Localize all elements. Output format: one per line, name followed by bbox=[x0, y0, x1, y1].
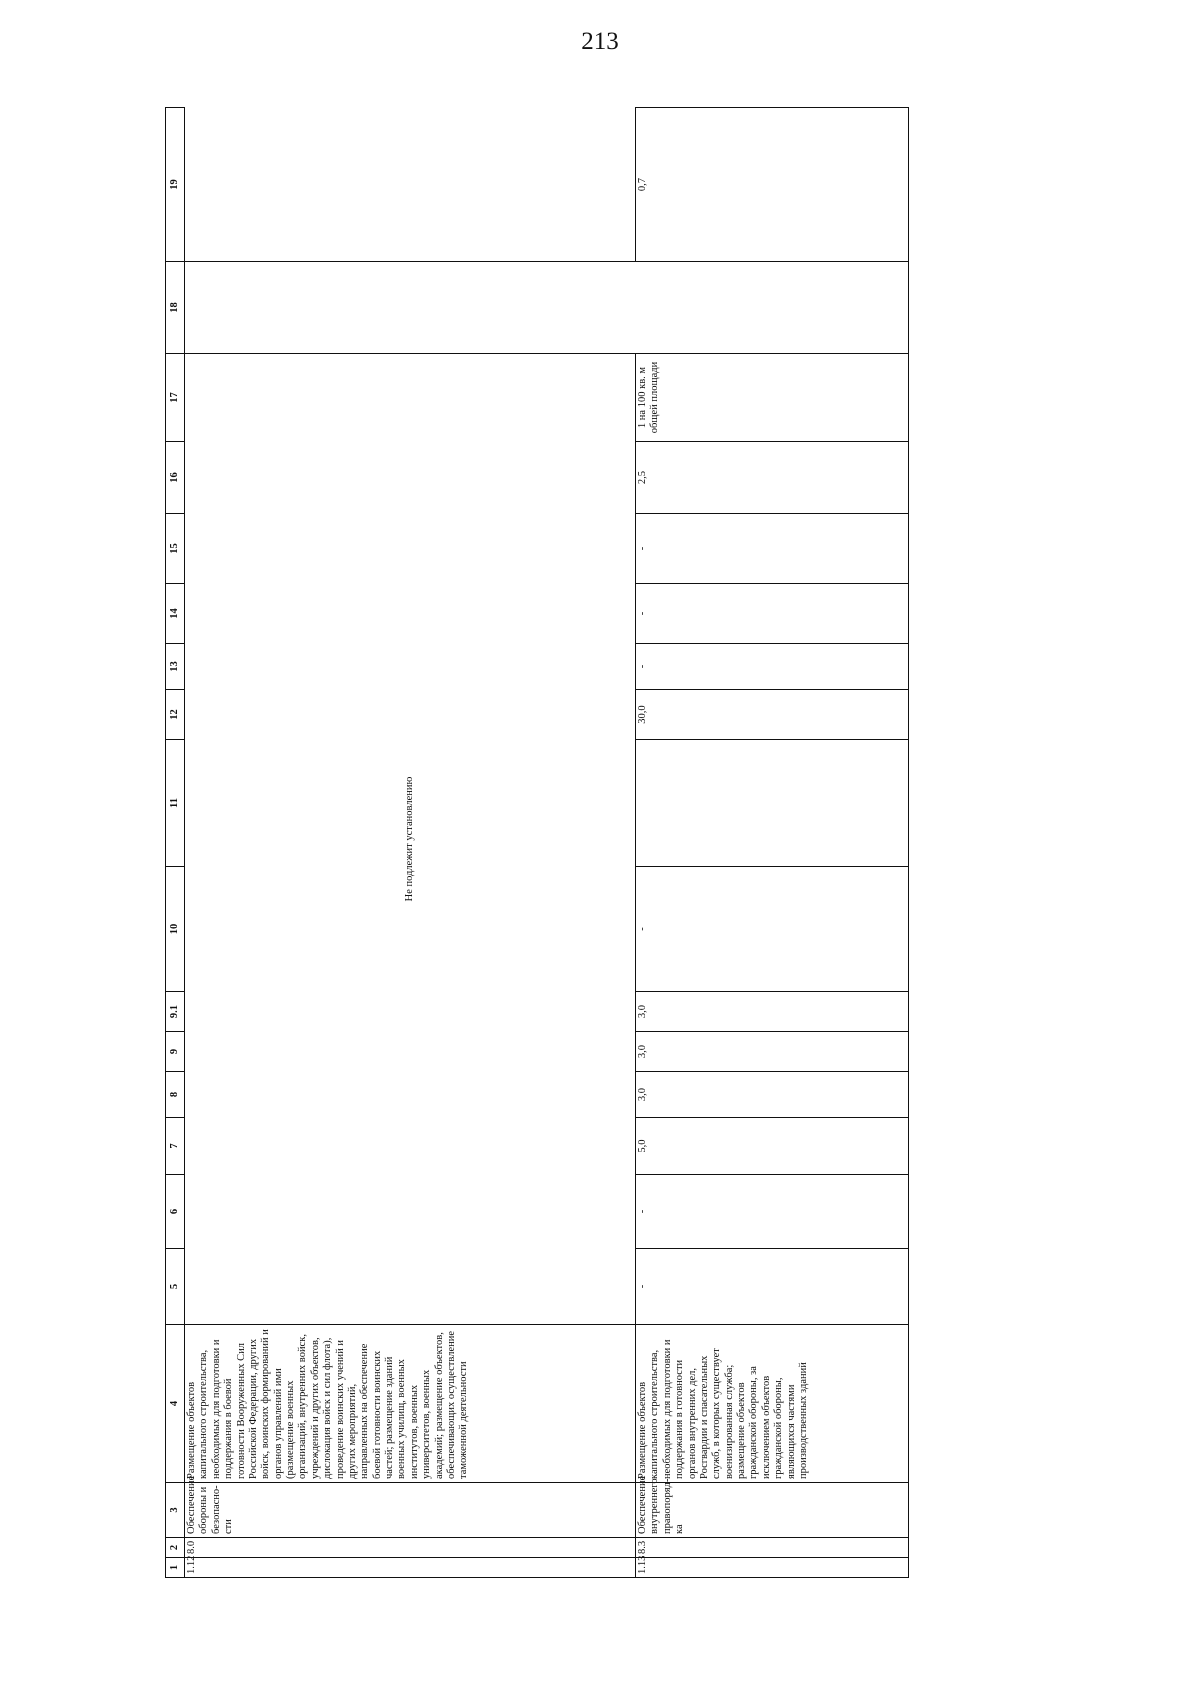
row-code: 8.0 bbox=[185, 1538, 636, 1558]
header-cell: 9 bbox=[166, 1032, 185, 1072]
value-cell: 30,0 bbox=[636, 690, 909, 740]
value-cell: 5,0 bbox=[636, 1118, 909, 1175]
value-cell: - bbox=[636, 644, 909, 690]
value-cell: 3,0 bbox=[636, 1032, 909, 1072]
header-cell: 4 bbox=[166, 1325, 185, 1483]
value-cell: - bbox=[636, 514, 909, 584]
value-cell: 1 на 100 кв. м общей площади bbox=[636, 354, 909, 442]
row-name: Обеспечение внутреннего правопоряд-ка bbox=[636, 1483, 909, 1538]
merged-note-text: Не подлежит установлению bbox=[403, 776, 415, 902]
value-cell: - bbox=[636, 867, 909, 992]
header-cell: 19 bbox=[166, 108, 185, 262]
header-cell: 14 bbox=[166, 584, 185, 644]
header-cell: 5 bbox=[166, 1249, 185, 1325]
row-number: 1.13 bbox=[636, 1558, 909, 1578]
value-cell: - bbox=[636, 584, 909, 644]
value-cell: - bbox=[636, 1175, 909, 1249]
value-cell bbox=[636, 740, 909, 867]
rotated-table-container bbox=[165, 108, 907, 1578]
value-cell: - bbox=[636, 1249, 909, 1325]
header-cell: 11 bbox=[166, 740, 185, 867]
header-cell: 16 bbox=[166, 442, 185, 514]
header-cell: 2 bbox=[166, 1538, 185, 1558]
row-description: Размещение объектов капитального строительства, необходимых для подготовки и поддержания в боевой готовности Вооруженных Сил Российской Федерации, других войск, воинских формирований и органов управлений ими (размещение военных организаций, внутренних войск, учреждений и других объектов, дислокация войск и сил флота), проведение воинских учений и других мероприятий, направленных на обеспечение боевой готовности воинских частей; размещение зданий военных училищ, военных институтов, военных университетов, военных академий; размещение объектов, обеспечивающих осуществление таможенной деятельности bbox=[185, 1325, 636, 1483]
table-row bbox=[185, 108, 636, 1578]
row-description: Размещение объектов капитального строительства, необходимых для подготовки и поддержания в готовности органов внутренних дел, Росгвардии и спасательных служб, в которых существует военизированная служба; размещение объектов гражданской обороны, за исключением объектов гражданской обороны, являющихся частями производственных зданий bbox=[636, 1325, 909, 1483]
page-number: 213 bbox=[581, 28, 619, 55]
row-name: Обеспечение обороны и безопасно-сти bbox=[185, 1483, 636, 1538]
header-cell: 8 bbox=[166, 1072, 185, 1118]
row-number: 1.12 bbox=[185, 1558, 636, 1578]
merged-note-cell bbox=[185, 354, 636, 1325]
header-cell: 15 bbox=[166, 514, 185, 584]
header-cell: 12 bbox=[166, 690, 185, 740]
header-cell: 3 bbox=[166, 1483, 185, 1538]
header-cell: 18 bbox=[166, 262, 185, 354]
value-cell: 3,0 bbox=[636, 1072, 909, 1118]
land-use-regulations-table bbox=[165, 107, 909, 1578]
header-cell: 10 bbox=[166, 867, 185, 992]
header-cell: 1 bbox=[166, 1558, 185, 1578]
value-cell: 0,7 bbox=[636, 108, 909, 262]
value-cell: 3,0 bbox=[636, 992, 909, 1032]
header-row bbox=[166, 108, 185, 1578]
header-cell: 6 bbox=[166, 1175, 185, 1249]
header-cell: 17 bbox=[166, 354, 185, 442]
row-code: 8.3 bbox=[636, 1538, 909, 1558]
header-cell: 13 bbox=[166, 644, 185, 690]
value-cell: 2,5 bbox=[636, 442, 909, 514]
empty-cell bbox=[185, 262, 909, 354]
header-cell: 7 bbox=[166, 1118, 185, 1175]
header-cell: 9.1 bbox=[166, 992, 185, 1032]
